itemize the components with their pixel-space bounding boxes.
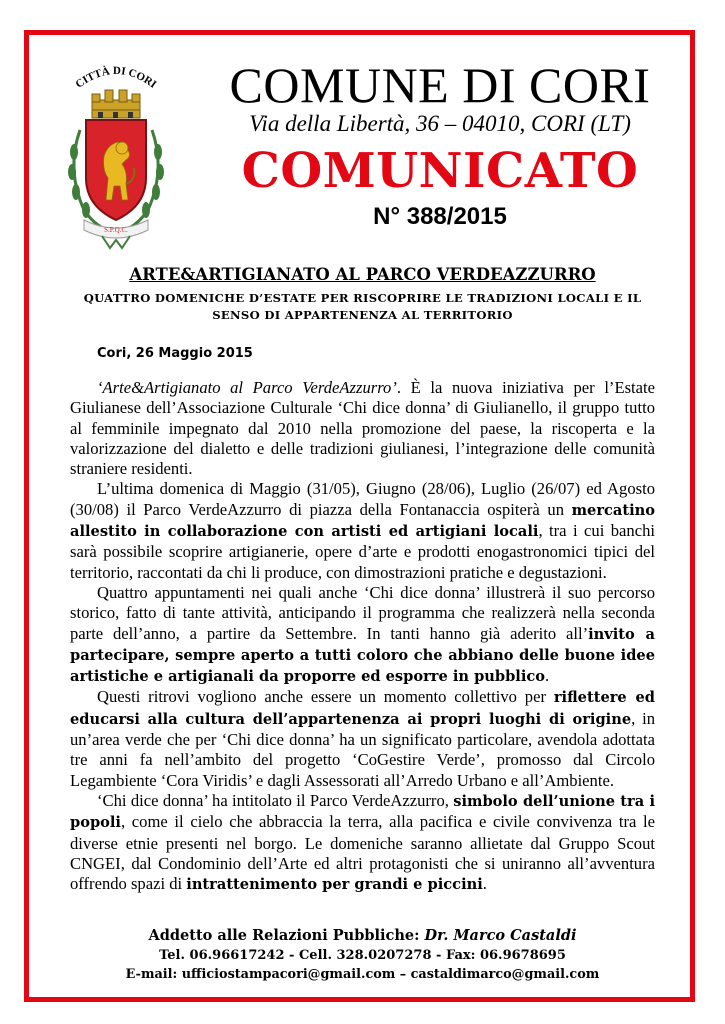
bold-run: intrattenimento per grandi e piccini [186,876,483,894]
header-comunicato: COMUNICATO [241,143,639,199]
article-headline: ARTE&ARTIGIANATO AL PARCO VERDEAZZURRO [129,265,596,284]
text-run: L’ultima domenica di Maggio (31/05), Giugno (28/06), Luglio (26/07) ed Agosto (30/08) il Parco VerdeAzzurro di piazza della Fontanaccia ospiterà un [70,479,655,519]
text-run: Quattro appuntamenti nei quali anche ‘Chi dice donna’ illustrerà il suo percorso storico, fatto di tante attività, anticipando il programma che realizzerà nella seconda parte dell’anno, a partire da Settembre. In tanti hanno già aderito all’ [70,582,655,643]
paragraph-2 [70,479,655,582]
press-officer-label: Addetto alle Relazioni Pubbliche: [148,927,420,944]
article-subheadline: QUATTRO DOMENICHE D’ESTATE PER RISCOPRIRE LE TRADIZIONI LOCALI E IL SENSO DI APPARTENENZA AL TERRITORIO [83,291,642,322]
crown-icon [92,90,140,118]
article-date: Cori, 26 Maggio 2015 [97,346,253,361]
comunicato-number: N° 388/2015 [373,203,507,230]
paragraph-3 [70,583,655,687]
press-officer-line [40,925,685,946]
press-contact-footer [40,925,685,984]
phone-numbers: Tel. 06.96617242 - Cell. 328.0207278 - Fax: 06.9678695 [159,948,566,963]
text-run: . [545,666,550,686]
paragraph-4 [70,687,655,790]
bold-run: invito a partecipare, sempre aperto a tutti coloro che abbiano delle buone idee artistiche e artigianali da proporre ed esporre in pubblico [70,625,655,686]
text-run: Questi ritrovi vogliono anche essere un momento collettivo per [97,687,554,707]
text-run: . [482,874,487,894]
bold-run: riflettere ed educarsi alla cultura dell’appartenenza ai propri luoghi di origine [70,689,655,728]
logo-arc-textpath: CITTÀ DI CORI [73,64,159,91]
header-address: Via della Libertà, 36 – 04010, CORI (LT) [249,111,631,136]
paragraph-5 [70,791,655,895]
cori-coat-of-arms-logo [62,60,170,250]
text-run: , come il cielo che abbraccia la terra, alla pacifica e civile convivenza tra le diverse etnie presenti nel borgo. Le domeniche saranno allietate dal Gruppo Scout CNGEI, dal Condominio dell’Arte ed altri protagonisti che si uniranno all’avventura offrendo spazi di [70,812,655,894]
logo-ribbon-text: S.P.Q.C. [104,226,128,234]
email-addresses: E-mail: ufficiostampacori@gmail.com – castaldimarco@gmail.com [125,967,600,982]
logo-arc-text [74,65,159,91]
paragraph-1 [70,378,655,479]
text-run: ‘Chi dice donna’ ha intitolato il Parco VerdeAzzurro, [97,790,454,810]
text-run: , tra i cui banchi sarà possibile scoprire artigianerie, opere d’arte e prodotti enogastronomici tipici del territorio, raccontati da chi li produce, con dimostrazioni pratiche e degustazioni. [70,521,655,582]
text-run: , in un’area verde che per ‘Chi dice donna’ ha un significato particolare, avendola adottata tre anni fa nell’ambito del progetto ‘CoGestire Verde’, promosso dal Circolo Legambiente ‘Cora Viridis’ e dagli Assessorati all’Arredo Urbano e all’Ambiente. [70,708,655,790]
bold-run: mercatino allestito in collaborazione con artisti ed artigiani locali [70,501,655,541]
bold-run: simbolo dell’unione tra i popoli [70,792,655,832]
event-title-italic: ‘Arte&Artigianato al Parco VerdeAzzurro’ [97,378,397,397]
text-run: . È la nuova iniziativa per l’Estate Giulianese dell’Associazione Culturale ‘Chi dice donna’ di Giulianello, il gruppo tutto al femminile impegnato dal 2010 nella promozione del paese, la riscoperta e la valorizzazione del dialetto e delle tradizioni giulianesi, l’integrazione delle comunità straniere residenti. [70,378,655,479]
header-title: COMUNE DI CORI [229,57,651,113]
press-officer-name: Dr. Marco Castaldi [424,927,577,944]
article-body [70,378,655,895]
